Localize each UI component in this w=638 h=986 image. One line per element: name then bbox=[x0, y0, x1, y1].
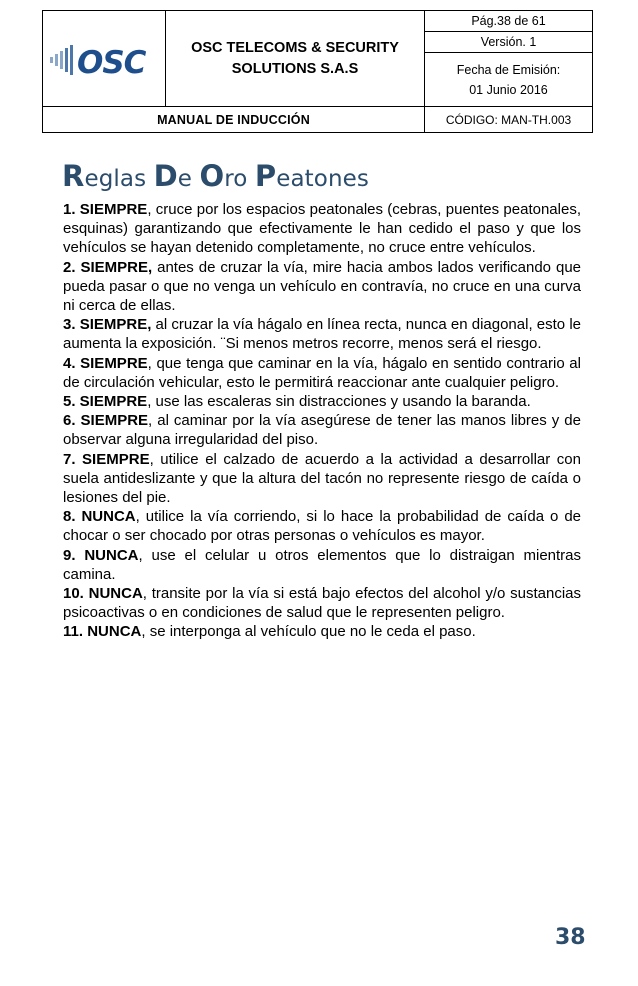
company-name bbox=[166, 11, 425, 107]
rule-text: , al caminar por la vía asegúrese de tener las manos libres y de observar alguna irregularidad del piso. bbox=[63, 412, 581, 449]
rule-item bbox=[63, 392, 581, 411]
rule-lead: 6. SIEMPRE bbox=[63, 412, 149, 430]
rule-item bbox=[63, 258, 581, 316]
rule-lead: 5. SIEMPRE bbox=[63, 393, 148, 411]
issue-date-cell bbox=[425, 53, 593, 107]
manual-title: MANUAL DE INDUCCIÓN bbox=[43, 107, 425, 133]
rule-text: antes de cruzar la vía, mire hacia ambos lados verificando que pueda pasar o que no venga un vehículo en contravía, no cruce en una curva ni cerca de ellas. bbox=[63, 258, 581, 315]
rule-item bbox=[63, 507, 581, 545]
rule-text: , cruce por los espacios peatonales (cebras, puentes peatonales, esquinas) garantizando que efectivamente le han cedido el paso y que los vehículos se hayan detenido completamente, no cruce entre vehículos. bbox=[63, 201, 581, 257]
rule-item bbox=[63, 411, 581, 449]
logo-text: OSC bbox=[77, 44, 146, 81]
rule-lead: 3. SIEMPRE, bbox=[63, 316, 152, 334]
rule-lead: 7. SIEMPRE bbox=[63, 450, 150, 468]
version-label: Versión. 1 bbox=[425, 32, 593, 53]
rule-text: , utilice la vía corriendo, si lo hace la probabilidad de caída o de chocar o ser chocado por otras personas o vehículos es mayor. bbox=[63, 508, 581, 545]
rule-item bbox=[63, 315, 581, 353]
company-line-1: OSC TELECOMS & SECURITY bbox=[191, 39, 399, 56]
rule-item bbox=[63, 546, 581, 584]
rule-lead: 1. SIEMPRE bbox=[63, 201, 148, 218]
document-header bbox=[42, 10, 593, 133]
issue-date-value: 01 Junio 2016 bbox=[469, 82, 548, 97]
rule-item bbox=[63, 622, 581, 641]
logo-cell bbox=[43, 11, 166, 107]
page-number: 38 bbox=[555, 925, 586, 950]
company-line-2: SOLUTIONS S.A.S bbox=[231, 60, 359, 77]
rule-item bbox=[63, 200, 581, 258]
rule-text: al cruzar la vía hágalo en línea recta, nunca en diagonal, esto le aumenta la exposición. ¨Si menos metros recorre, menos será el riesgo. bbox=[63, 316, 581, 353]
osc-logo bbox=[48, 35, 160, 83]
rule-lead: 8. NUNCA bbox=[63, 508, 136, 526]
rule-text: , se interponga al vehículo que no le ceda el paso. bbox=[141, 623, 476, 641]
rule-lead: 2. SIEMPRE, bbox=[63, 258, 153, 276]
rule-text: , transite por la vía si está bajo efectos del alcohol y/o sustancias psicoactivas o en condiciones de salud que le representen peligro. bbox=[63, 585, 581, 622]
rule-item bbox=[63, 584, 581, 622]
rule-text: , use las escaleras sin distracciones y usando la baranda. bbox=[147, 393, 531, 411]
rule-item bbox=[63, 450, 581, 508]
rule-lead: 10. NUNCA bbox=[63, 585, 143, 603]
document-code: CÓDIGO: MAN-TH.003 bbox=[425, 107, 593, 133]
rules-list bbox=[63, 200, 581, 817]
page-indicator: Pág.38 de 61 bbox=[425, 11, 593, 32]
rule-text: , que tenga que caminar en la vía, hágalo en sentido contrario al de circulación vehicular, esto le permitirá reaccionar ante cualquier peligro. bbox=[63, 354, 581, 391]
rule-lead: 11. NUNCA bbox=[63, 623, 142, 641]
rule-text: , use el celular u otros elementos que lo distraigan mientras camina. bbox=[63, 546, 581, 583]
rule-lead: 9. NUNCA bbox=[63, 546, 139, 564]
section-title: Reglas De Oro Peatones bbox=[62, 159, 369, 193]
rule-lead: 4. SIEMPRE bbox=[63, 354, 148, 372]
rule-text: , utilice el calzado de acuerdo a la actividad a desarrollar con suela antideslizante y que la altura del tacón no represente riesgo de caída o lesiones del pie. bbox=[63, 450, 581, 507]
issue-date-label: Fecha de Emisión: bbox=[456, 62, 561, 77]
rule-item bbox=[63, 354, 581, 392]
